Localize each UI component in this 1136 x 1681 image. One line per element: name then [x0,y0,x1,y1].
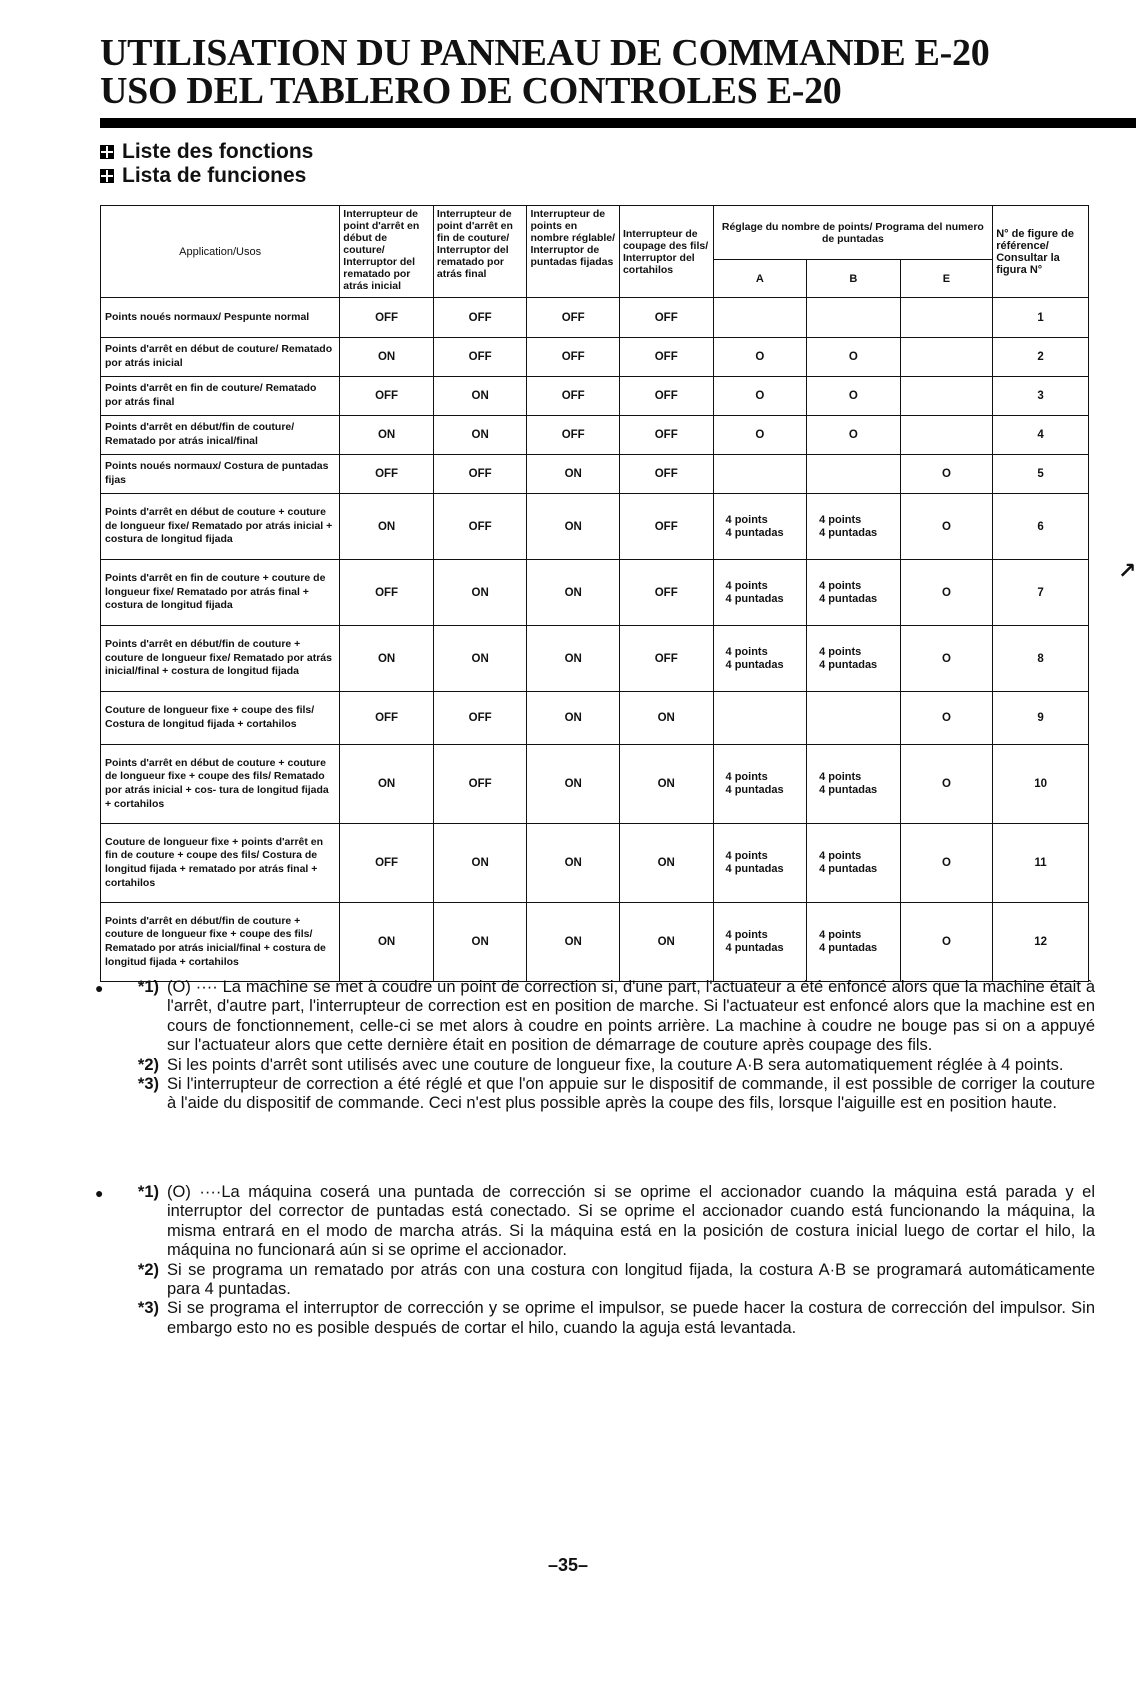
cell-switch-start: ON [340,626,434,692]
cell-col-b [807,560,901,626]
cell-switch-trim: OFF [619,298,713,338]
note-text: Si se programa el interruptor de corrección y se oprime el impulsor, se puede hacer la costura de corrección del impulsor. Sin embargo esto no es posible después de cortar el hilo, cuando la aguja está levantada. [167,1299,1095,1337]
cell-switch-start: ON [340,745,434,824]
cell-col-b: O [807,338,901,377]
cell-line: 4 points [819,579,862,592]
square-bullet-icon [100,145,114,159]
note-label: *2) [137,1260,159,1279]
cell-switch-count: ON [527,560,620,626]
table-row [101,416,1089,455]
cell-line: 4 points [819,771,862,783]
cell-figure-ref: 3 [993,377,1089,416]
cell-switch-trim: OFF [619,416,713,455]
cell-application: Points d'arrêt en début/fin de couture + couture de longueur fixe + coupe des fils/ Rematado por atrás inicial/final + costura de longitud fijada + cortahilos [101,903,340,982]
cell-line: 4 puntadas [725,592,784,605]
cell-switch-count: OFF [527,377,620,416]
bullet-icon [95,1056,125,1075]
cell-col-a [713,626,807,692]
table-row [101,692,1089,745]
cell-col-e: O [900,626,993,692]
cell-figure-ref: 10 [993,745,1089,824]
cell-switch-start: OFF [340,377,434,416]
cell-switch-start: OFF [340,298,434,338]
table-row [101,377,1089,416]
cell-switch-trim: OFF [619,494,713,560]
cell-application: Points d'arrêt en début de couture + couture de longueur fixe + coupe des fils/ Rematado por atrás inicial + cos- tura de longitud fijada + cortahilos [101,745,340,824]
cell-switch-count: ON [527,626,620,692]
cell-switch-end: ON [433,626,527,692]
cell-switch-count: OFF [527,338,620,377]
cell-switch-count: OFF [527,298,620,338]
cell-col-e [900,416,993,455]
cell-switch-end: ON [433,824,527,903]
cell-col-b [807,298,901,338]
header-switch-start: Interrupteur de point d'arrêt en début de couture/ Interruptor del rematado por atrás inicial [340,206,434,298]
bullet-icon [95,1261,125,1300]
cell-switch-trim: OFF [619,455,713,494]
cell-switch-end: OFF [433,692,527,745]
table-row [101,455,1089,494]
cell-col-b: O [807,377,901,416]
cell-col-e: O [900,560,993,626]
cell-switch-trim: ON [619,692,713,745]
cell-switch-trim: ON [619,903,713,982]
cell-line: 4 points [725,579,768,592]
cell-switch-trim: ON [619,745,713,824]
cell-line: 4 points [819,850,862,862]
square-bullet-icon [100,169,114,183]
cell-col-e: O [900,692,993,745]
bullet-icon: ● [95,1185,104,1201]
cell-switch-start: OFF [340,455,434,494]
table-row [101,298,1089,338]
title-rule [100,118,1136,128]
cell-line: 4 puntadas [819,784,878,796]
table-row [101,824,1089,903]
header-application: Application/Usos [101,206,340,298]
page-title [100,34,989,110]
bullet-icon: ● [95,980,104,996]
note-text: Si l'interrupteur de correction a été réglé et que l'on appuie sur le dispositif de commande, il est possible de corriger la couture à l'aide du dispositif de commande. Ceci n'est plus possible après la coupe des fils, lorsque l'aiguille est en position haute. [167,1075,1095,1113]
cell-col-a [713,494,807,560]
cell-switch-end: ON [433,560,527,626]
cell-switch-count: ON [527,903,620,982]
cell-line: 4 puntadas [725,863,784,875]
cell-col-b [807,626,901,692]
header-switch-end: Interrupteur de point d'arrêt en fin de couture/ Interruptor del rematado por atrás final [433,206,527,298]
cell-switch-start: OFF [340,824,434,903]
cell-figure-ref: 11 [993,824,1089,903]
cell-line: 4 puntadas [725,526,784,539]
cell-col-a [713,903,807,982]
cell-figure-ref: 8 [993,626,1089,692]
margin-mark: ↗ [1118,558,1136,583]
cell-col-b [807,692,901,745]
cell-switch-trim: OFF [619,626,713,692]
cell-line: 4 puntadas [725,784,784,796]
table-row [101,903,1089,982]
cell-switch-count: ON [527,824,620,903]
note-item [95,1261,1095,1300]
cell-line: 4 points [819,513,862,526]
notes-spanish [95,1183,1095,1338]
cell-switch-start: ON [340,494,434,560]
notes-french [95,978,1095,1114]
section-heading [100,140,313,188]
note-label: *1) [137,978,159,996]
cell-line: 4 points [819,929,862,941]
cell-figure-ref: 5 [993,455,1089,494]
note-text: Si les points d'arrêt sont utilisés avec une couture de longueur fixe, la couture A·B sera automatiquement réglée à 4 points. [167,1055,1064,1074]
table-row [101,745,1089,824]
cell-switch-count: ON [527,745,620,824]
cell-switch-start: OFF [340,560,434,626]
cell-switch-trim: OFF [619,560,713,626]
table-row [101,338,1089,377]
cell-switch-end: OFF [433,745,527,824]
cell-switch-end: ON [433,903,527,982]
cell-figure-ref: 12 [993,903,1089,982]
cell-switch-trim: ON [619,824,713,903]
cell-col-a: O [713,338,807,377]
note-label: *3) [137,1299,159,1318]
cell-line: 4 puntadas [819,942,878,954]
header-col-b: B [807,260,901,298]
note-label: *3) [137,1075,159,1094]
header-switch-count: Interrupteur de points en nombre réglable/ Interruptor de puntadas fijadas [527,206,620,298]
cell-col-b [807,824,901,903]
cell-line: 4 puntadas [819,592,878,605]
note-text: (O) ····La máquina coserá una puntada de corrección si se oprime el accionador cuando la máquina está parada y el interruptor del corrector de puntadas está conectado. Si se oprime el accionador cuando está funcionando la máquina, la misma entrará en el modo de marcha atrás. Si la máquina está en la posición de costura inicial luego de cortar el hilo, la máquina no funcionará aún si se oprime el accionador. [167,1183,1095,1260]
note-label: *1) [137,1183,159,1201]
cell-application: Points d'arrêt en début de couture/ Rematado por atrás inicial [101,338,340,377]
note-item [95,1299,1095,1338]
header-col-e: E [900,260,993,298]
note-text: (O) ···· La machine se met à coudre un point de correction si, d'une part, l'actuateur a été enfoncé alors que la machine était à l'arrêt, d'autre part, l'interrupteur de correction est en position de marche. Si l'actuateur est enfoncé alors que la machine est en cours de fonctionnement, celle-ci se met alors à coudre en points arrière. La machine à coudre ne bouge pas si on a appuyé sur l'actuateur alors que cette dernière était en position de démarrage de couture après coupage des fils. [167,978,1095,1055]
cell-col-a [713,745,807,824]
cell-line: 4 puntadas [819,863,878,875]
cell-switch-start: ON [340,338,434,377]
cell-switch-count: OFF [527,416,620,455]
function-table [100,205,1089,982]
cell-switch-end: OFF [433,338,527,377]
cell-col-a [713,298,807,338]
cell-line: 4 points [819,645,862,658]
cell-col-e: O [900,903,993,982]
cell-application: Points noués normaux/ Costura de puntadas fijas [101,455,340,494]
cell-switch-end: OFF [433,298,527,338]
bullet-icon [95,1075,125,1114]
cell-col-e [900,338,993,377]
title-es: USO DEL TABLERO DE CONTROLES E-20 [100,70,842,112]
cell-line: 4 points [725,929,768,941]
header-stitch-setting: Réglage du nombre de points/ Programa del numero de puntadas [713,206,993,260]
heading-fr: Liste des fonctions [122,140,314,163]
cell-application: Points d'arrêt en début de couture + couture de longueur fixe/ Rematado por atrás inicial + costura de longitud fijada [101,494,340,560]
note-item [95,978,1095,1056]
cell-col-a [713,455,807,494]
bullet-icon [95,1299,125,1338]
cell-application: Couture de longueur fixe + coupe des fils/ Costura de longitud fijada + cortahilos [101,692,340,745]
cell-figure-ref: 4 [993,416,1089,455]
header-col-a: A [713,260,807,298]
cell-application: Points noués normaux/ Pespunte normal [101,298,340,338]
cell-col-a [713,560,807,626]
cell-col-e [900,377,993,416]
cell-switch-start: ON [340,416,434,455]
cell-line: 4 points [725,771,768,783]
table-row [101,560,1089,626]
title-fr: UTILISATION DU PANNEAU DE COMMANDE E-20 [100,32,990,74]
cell-switch-trim: OFF [619,338,713,377]
cell-col-a: O [713,377,807,416]
header-figure-ref: N° de figure de référence/ Consultar la figura N° [993,206,1089,298]
header-switch-trim: Interrupteur de coupage des fils/ Interruptor del cortahilos [619,206,713,298]
cell-switch-end: ON [433,416,527,455]
cell-line: 4 puntadas [819,658,878,671]
cell-switch-trim: OFF [619,377,713,416]
cell-col-b [807,494,901,560]
cell-figure-ref: 9 [993,692,1089,745]
cell-figure-ref: 1 [993,298,1089,338]
cell-col-e: O [900,494,993,560]
cell-application: Points d'arrêt en début/fin de couture + couture de longueur fixe/ Rematado por atrás inicial/final + costura de longitud fijada [101,626,340,692]
cell-line: 4 points [725,645,768,658]
note-text: Si se programa un rematado por atrás con una costura con longitud fijada, la costura A·B se programará automáticamente para 4 puntadas. [167,1260,1095,1299]
cell-line: 4 puntadas [819,526,878,539]
cell-col-b [807,903,901,982]
cell-col-b [807,455,901,494]
table-row [101,494,1089,560]
cell-col-e [900,298,993,338]
cell-switch-end: OFF [433,494,527,560]
cell-switch-end: OFF [433,455,527,494]
cell-col-e: O [900,455,993,494]
note-item [95,1075,1095,1114]
cell-application: Points d'arrêt en début/fin de couture/ Rematado por atrás inical/final [101,416,340,455]
note-item [95,1056,1095,1075]
cell-application: Couture de longueur fixe + points d'arrêt en fin de couture + coupe des fils/ Costura de longitud fijada + rematado por atrás final + cortahilos [101,824,340,903]
note-label: *2) [137,1055,159,1074]
cell-application: Points d'arrêt en fin de couture/ Rematado por atrás final [101,377,340,416]
cell-col-e: O [900,745,993,824]
cell-switch-end: ON [433,377,527,416]
table-body [101,298,1089,982]
cell-switch-count: ON [527,692,620,745]
table-row [101,626,1089,692]
cell-figure-ref: 6 [993,494,1089,560]
cell-switch-start: OFF [340,692,434,745]
cell-application: Points d'arrêt en fin de couture + couture de longueur fixe/ Rematado por atrás final + costura de longitud fijada [101,560,340,626]
cell-figure-ref: 7 [993,560,1089,626]
cell-line: 4 points [725,850,768,862]
page-number: –35– [547,1555,589,1575]
cell-col-b: O [807,416,901,455]
cell-switch-start: ON [340,903,434,982]
cell-figure-ref: 2 [993,338,1089,377]
cell-col-e: O [900,824,993,903]
note-item [95,1183,1095,1261]
cell-line: 4 puntadas [725,658,784,671]
cell-line: 4 puntadas [725,942,784,954]
cell-col-a [713,692,807,745]
cell-col-b [807,745,901,824]
cell-switch-count: ON [527,455,620,494]
heading-es: Lista de funciones [122,164,307,187]
cell-line: 4 points [725,513,768,526]
cell-col-a: O [713,416,807,455]
cell-switch-count: ON [527,494,620,560]
cell-col-a [713,824,807,903]
